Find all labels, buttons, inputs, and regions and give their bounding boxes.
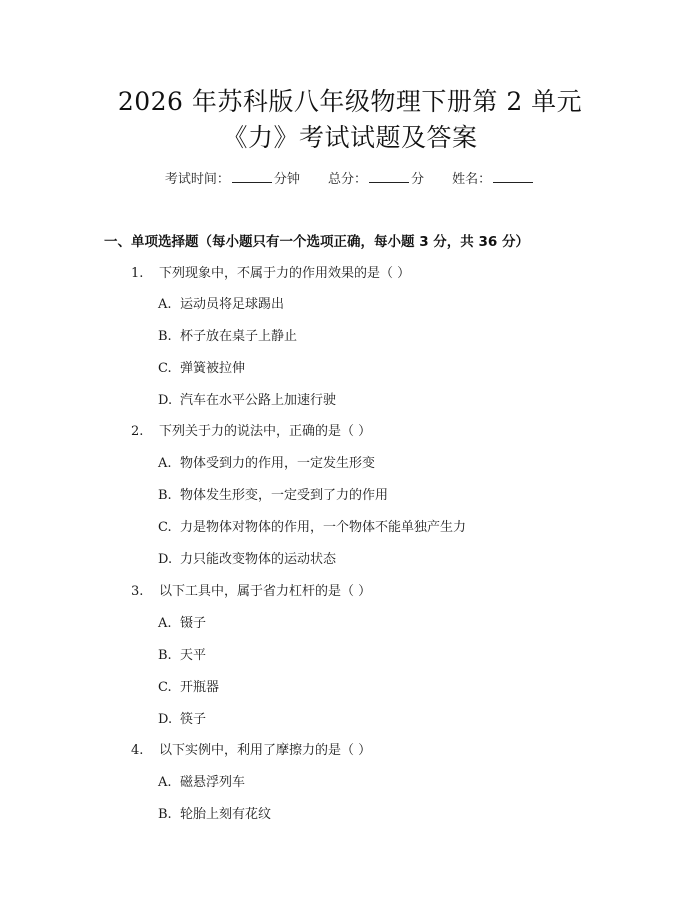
option-letter: C. xyxy=(158,361,172,376)
option-text: 杯子放在桌子上静止 xyxy=(180,329,298,344)
question-text: 下列现象中，不属于力的作用效果的是（ ） xyxy=(159,266,411,281)
option-letter: B. xyxy=(158,488,172,503)
question-2-option-a xyxy=(158,452,375,471)
question-text: 以下实例中，利用了摩擦力的是（ ） xyxy=(159,743,372,758)
option-text: 弹簧被拉伸 xyxy=(180,361,246,376)
question-3-option-c xyxy=(158,676,219,695)
question-2-option-d xyxy=(158,548,336,567)
question-3-option-a xyxy=(158,612,206,631)
option-text: 物体受到力的作用，一定发生形变 xyxy=(180,456,376,471)
option-letter: A. xyxy=(158,775,172,790)
question-1-option-a xyxy=(158,293,284,312)
option-text: 力是物体对物体的作用，一个物体不能单独产生力 xyxy=(180,520,467,535)
question-4-option-a xyxy=(158,771,245,790)
total-score-unit: 分 xyxy=(411,172,425,187)
question-1-option-b xyxy=(158,325,297,344)
exam-meta xyxy=(0,168,700,187)
option-text: 汽车在水平公路上加速行驶 xyxy=(180,393,337,408)
option-letter: D. xyxy=(158,393,173,408)
option-letter: D. xyxy=(158,712,173,727)
title-line-2: 《力》考试试题及答案 xyxy=(222,123,478,152)
question-number: 1. xyxy=(131,266,144,281)
question-2-option-b xyxy=(158,484,388,503)
question-3-option-b xyxy=(158,644,206,663)
question-text: 以下工具中，属于省力杠杆的是（ ） xyxy=(159,584,372,599)
question-number: 4. xyxy=(131,743,144,758)
question-2-option-c xyxy=(158,516,466,535)
option-letter: B. xyxy=(158,329,172,344)
student-name-label: 姓名： xyxy=(452,172,492,187)
option-letter: D. xyxy=(158,552,173,567)
option-letter: C. xyxy=(158,680,172,695)
question-4 xyxy=(131,739,371,758)
section-heading: 一、单项选择题（每小题只有一个选项正确，每小题 3 分，共 36 分） xyxy=(104,234,529,250)
exam-time xyxy=(165,168,300,187)
option-text: 运动员将足球踢出 xyxy=(180,297,285,312)
question-3 xyxy=(131,580,371,599)
option-letter: B. xyxy=(158,807,172,822)
question-2 xyxy=(131,420,371,439)
student-name xyxy=(452,168,535,187)
student-name-blank xyxy=(493,171,533,183)
option-text: 筷子 xyxy=(180,712,207,727)
option-text: 力只能改变物体的运动状态 xyxy=(180,552,337,567)
title-line-1: 2026 年苏科版八年级物理下册第 2 单元 xyxy=(117,87,583,116)
total-score-label: 总分： xyxy=(327,172,367,187)
question-1 xyxy=(131,262,410,281)
question-number: 3. xyxy=(131,584,144,599)
total-score-blank xyxy=(369,171,409,183)
option-text: 开瓶器 xyxy=(180,680,220,695)
option-letter: C. xyxy=(158,520,172,535)
option-text: 磁悬浮列车 xyxy=(180,775,246,790)
option-letter: A. xyxy=(158,616,172,631)
total-score xyxy=(328,168,424,187)
question-1-option-c xyxy=(158,357,245,376)
option-letter: B. xyxy=(158,648,172,663)
exam-time-label: 考试时间： xyxy=(164,172,230,187)
exam-time-blank xyxy=(232,171,272,183)
question-1-option-d xyxy=(158,389,336,408)
option-text: 物体发生形变，一定受到了力的作用 xyxy=(180,488,389,503)
option-text: 轮胎上刻有花纹 xyxy=(180,807,272,822)
option-text: 天平 xyxy=(180,648,207,663)
exam-time-unit: 分钟 xyxy=(273,172,300,187)
option-letter: A. xyxy=(158,297,172,312)
question-3-option-d xyxy=(158,708,206,727)
option-letter: A. xyxy=(158,456,172,471)
option-text: 镊子 xyxy=(180,616,207,631)
question-number: 2. xyxy=(131,424,144,439)
question-text: 下列关于力的说法中，正确的是（ ） xyxy=(159,424,372,439)
question-4-option-b xyxy=(158,803,271,822)
